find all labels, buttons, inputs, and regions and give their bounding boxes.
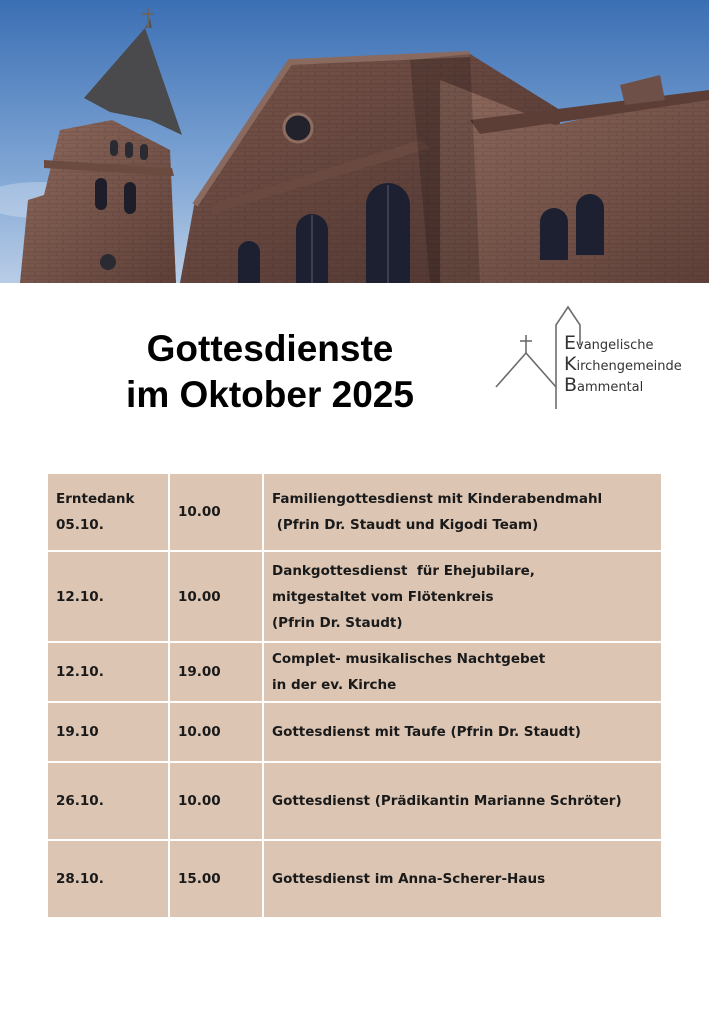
schedule-time: 10.00 (169, 762, 263, 840)
schedule-event (263, 642, 662, 702)
schedule-event (263, 762, 662, 840)
schedule-row (47, 642, 662, 702)
schedule-date (47, 642, 169, 702)
schedule-row (47, 840, 662, 918)
schedule-date-line: 12.10. (56, 588, 104, 605)
church-logo (494, 305, 704, 415)
schedule-row (47, 551, 662, 642)
logo-line-2: Kirchengemeinde (564, 353, 682, 375)
schedule-date (47, 702, 169, 762)
schedule-event-line: Complet- musikalisches Nachtgebet (272, 651, 546, 667)
schedule-event (263, 551, 662, 642)
schedule-date-line: Erntedank (56, 491, 135, 507)
schedule-event-line: Gottesdienst mit Taufe (Pfrin Dr. Staudt) (272, 724, 581, 740)
schedule-event-line: Dankgottesdienst für Ehejubilare, (272, 562, 535, 579)
title-line-2: im Oktober 2025 (126, 374, 414, 415)
schedule-row (47, 473, 662, 551)
schedule-time: 10.00 (169, 551, 263, 642)
schedule-date (47, 762, 169, 840)
schedule-event-line: mitgestaltet vom Flötenkreis (272, 588, 494, 605)
title-line-1: Gottesdienste (146, 328, 394, 369)
schedule-event-line: in der ev. Kirche (272, 677, 397, 693)
schedule-event (263, 702, 662, 762)
logo-line-3: Bammental (564, 374, 644, 396)
schedule-row (47, 762, 662, 840)
schedule-event-line: (Pfrin Dr. Staudt und Kigodi Team) (272, 517, 539, 533)
schedule-date-line: 28.10. (56, 871, 104, 887)
schedule-event-line: Gottesdienst im Anna-Scherer-Haus (272, 871, 546, 887)
schedule-event-line: Gottesdienst (Prädikantin Marianne Schröter) (272, 793, 622, 809)
page-title (60, 326, 480, 418)
schedule-date (47, 473, 169, 551)
schedule-event-line: Familiengottesdienst mit Kinderabendmahl (272, 491, 603, 507)
schedule-event-line: (Pfrin Dr. Staudt) (272, 614, 403, 631)
schedule-time: 15.00 (169, 840, 263, 918)
schedule-time: 10.00 (169, 702, 263, 762)
service-schedule-table (46, 472, 663, 919)
schedule-date (47, 551, 169, 642)
schedule-row (47, 702, 662, 762)
schedule-date-line: 26.10. (56, 793, 104, 809)
schedule-time: 19.00 (169, 642, 263, 702)
schedule-time: 10.00 (169, 473, 263, 551)
schedule-event (263, 473, 662, 551)
church-photo (0, 0, 709, 283)
schedule-date-line: 05.10. (56, 517, 104, 533)
schedule-date-line: 19.10 (56, 724, 99, 740)
logo-line-1: Evangelische (564, 332, 654, 354)
schedule-date (47, 840, 169, 918)
schedule-date-line: 12.10. (56, 664, 104, 680)
schedule-event (263, 840, 662, 918)
